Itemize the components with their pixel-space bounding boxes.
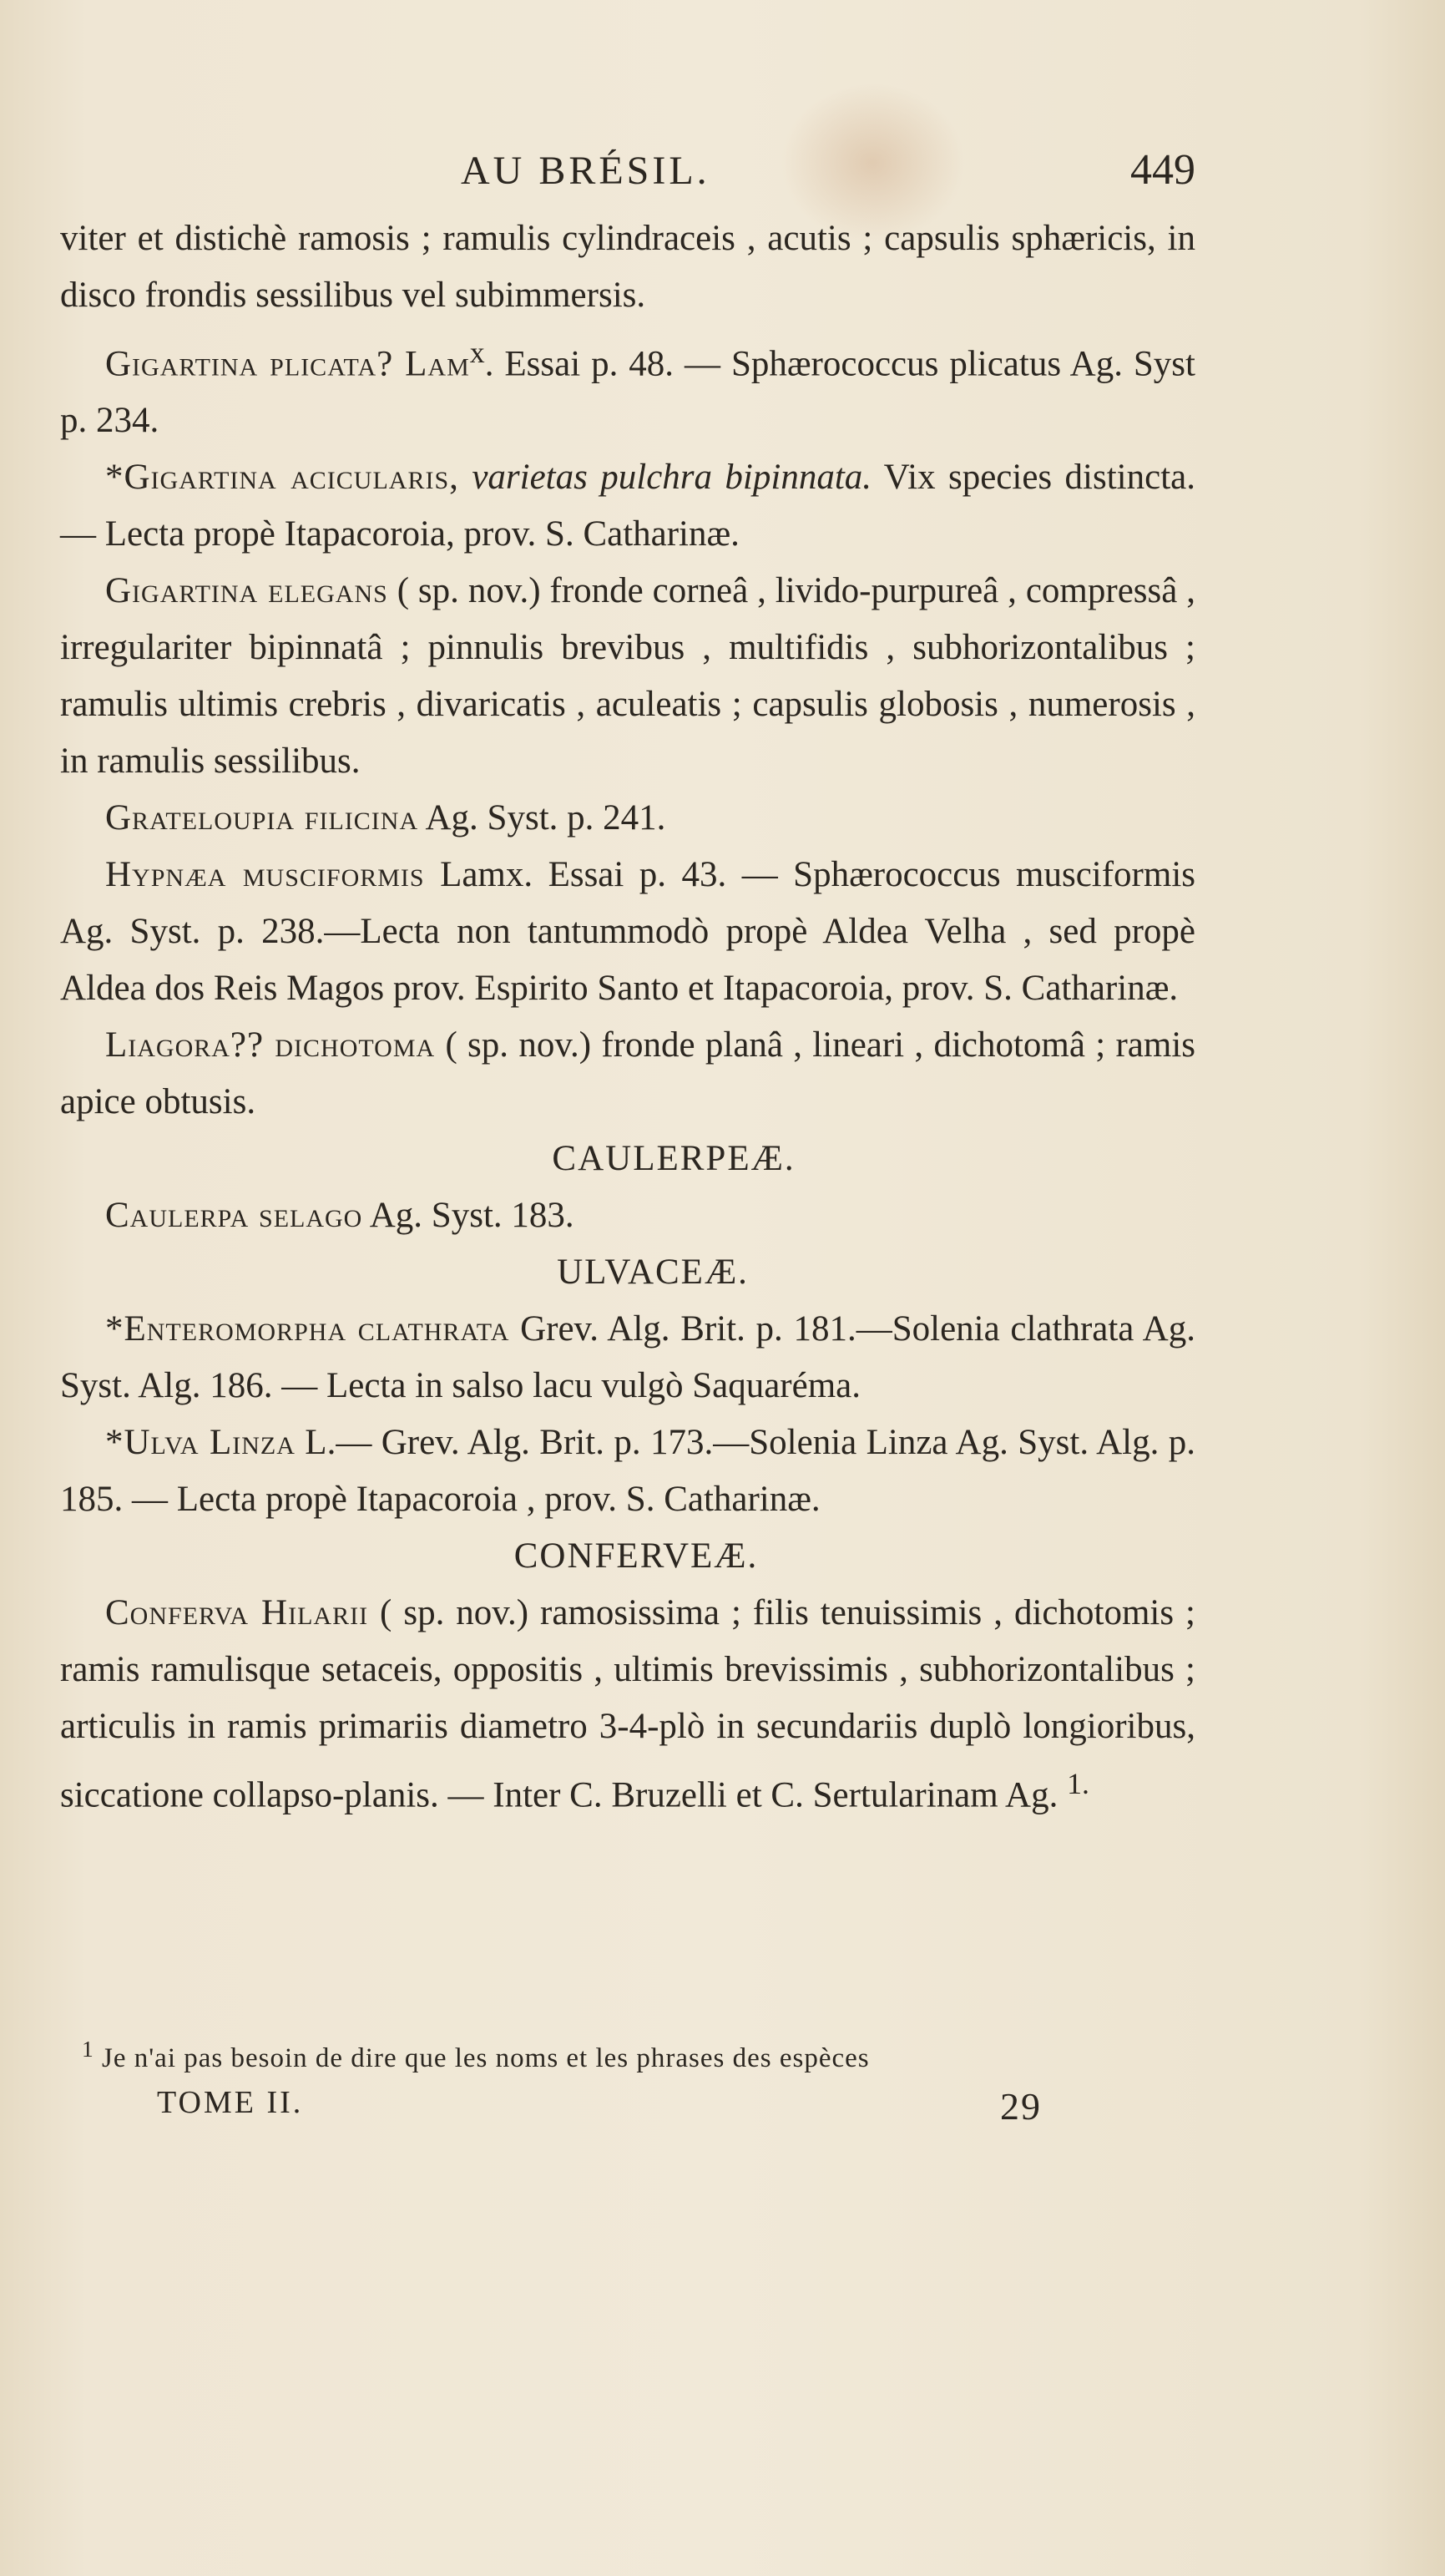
text: . Essai p. 48. — Sphærococcus plicatus Ag. Syst p. 234.: [60, 344, 1195, 441]
page-header: [60, 142, 1195, 210]
text: ( sp. nov.) fronde corneâ , livido-purpureâ , compressâ , irregulariter bipinnatâ ; pinnulis brevibus , multifidis , subhorizontalibus ; ramulis ultimis crebris , divaricatis , aculeatis ; capsulis globosis , numerosis , in ramulis sessilibus.: [60, 571, 1195, 782]
paragraph: [60, 1415, 1195, 1528]
species-name: *Enteromorpha clathrata: [105, 1309, 510, 1349]
species-name: Caulerpa selago: [105, 1196, 363, 1236]
species-name: Liagora?? dichotoma: [105, 1025, 436, 1065]
page-footer: [157, 2084, 1042, 2128]
running-title: AU BRÉSIL.: [461, 149, 710, 193]
section-heading: CAULERPEÆ.: [552, 1139, 796, 1179]
species-name: Gigartina plicata? Lam: [105, 344, 470, 384]
main-text: [60, 142, 1195, 1824]
paragraph: [60, 563, 1195, 790]
footnote-ref: 1.: [1067, 1767, 1089, 1801]
text: Ag. Syst. 183.: [362, 1196, 574, 1236]
paragraph: [60, 1187, 1195, 1244]
section-heading: CONFERVEÆ.: [513, 1536, 759, 1576]
paragraph: [60, 324, 1195, 449]
section-heading: ULVACEÆ.: [557, 1253, 749, 1293]
footnote: [82, 2029, 1184, 2078]
species-name: Grateloupia filicina: [105, 798, 419, 838]
paragraph: [60, 790, 1195, 847]
footnote-text: Je n'ai pas besoin de dire que les noms et les phrases des espèces: [93, 2043, 870, 2073]
footnote-marker: 1: [82, 2036, 94, 2062]
text: Vix species distincta.— Lecta propè Itapacoroia, prov. S. Catharinæ.: [60, 458, 1195, 554]
text: Ag. Syst. p. 241.: [418, 798, 666, 838]
text: ( sp. nov.) ramosissima ; filis tenuissimis , dichotomis ; ramis ramulisque setaceis, oppositis , ultimis brevissimis , subhorizontalibus ; articulis in ramis primariis diametro 3-4-plò in secundariis duplò longioribus, siccatione collapso-planis. — Inter C. Bruzelli et C. Sertularinam Ag.: [60, 1593, 1195, 1815]
text: viter et distichè ramosis ; ramulis cylindraceis , acutis ; capsulis sphæricis, in disco frondis sessilibus vel subimmersis.: [60, 219, 1195, 315]
species-name: *Gigartina acicularis,: [105, 458, 459, 498]
paragraph: [60, 210, 1195, 324]
text: ( sp. nov.) fronde planâ , lineari , dichotomâ ; ramis apice obtusis.: [60, 1025, 1195, 1122]
text: Grev. Alg. Brit. p. 181.—Solenia clathrata Ag. Syst. Alg. 186. — Lecta in salso lacu vulgò Saquaréma.: [60, 1309, 1195, 1406]
paragraph: [60, 1017, 1195, 1131]
paragraph: [60, 1585, 1195, 1824]
superscript: x: [469, 336, 485, 369]
paragraph: [60, 1301, 1195, 1415]
text: L.— Grev. Alg. Brit. p. 173.—Solenia Linza Ag. Syst. Alg. p. 185. — Lecta propè Itapacoroia , prov. S. Catharinæ.: [60, 1423, 1196, 1520]
species-name: Gigartina elegans: [105, 571, 388, 611]
text: Lamx. Essai p. 43. — Sphærococcus musciformis Ag. Syst. p. 238.—Lecta non tantummodò propè Aldea Velha , sed propè Aldea dos Reis Magos prov. Espirito Santo et Itapacoroia, prov. S. Catharinæ.: [60, 855, 1195, 1009]
species-name: Hypnæa musciformis: [105, 855, 425, 895]
page-number: 449: [1130, 146, 1195, 194]
species-name: Conferva Hilarii: [105, 1593, 369, 1633]
volume-label: TOME II.: [157, 2085, 304, 2120]
paragraph: [60, 449, 1195, 563]
species-name: *Ulva Linza: [105, 1423, 296, 1463]
signature-mark: 29: [1000, 2085, 1042, 2128]
paragraph: [60, 847, 1195, 1017]
variety-italic: varietas pulchra bipinnata.: [458, 458, 872, 498]
